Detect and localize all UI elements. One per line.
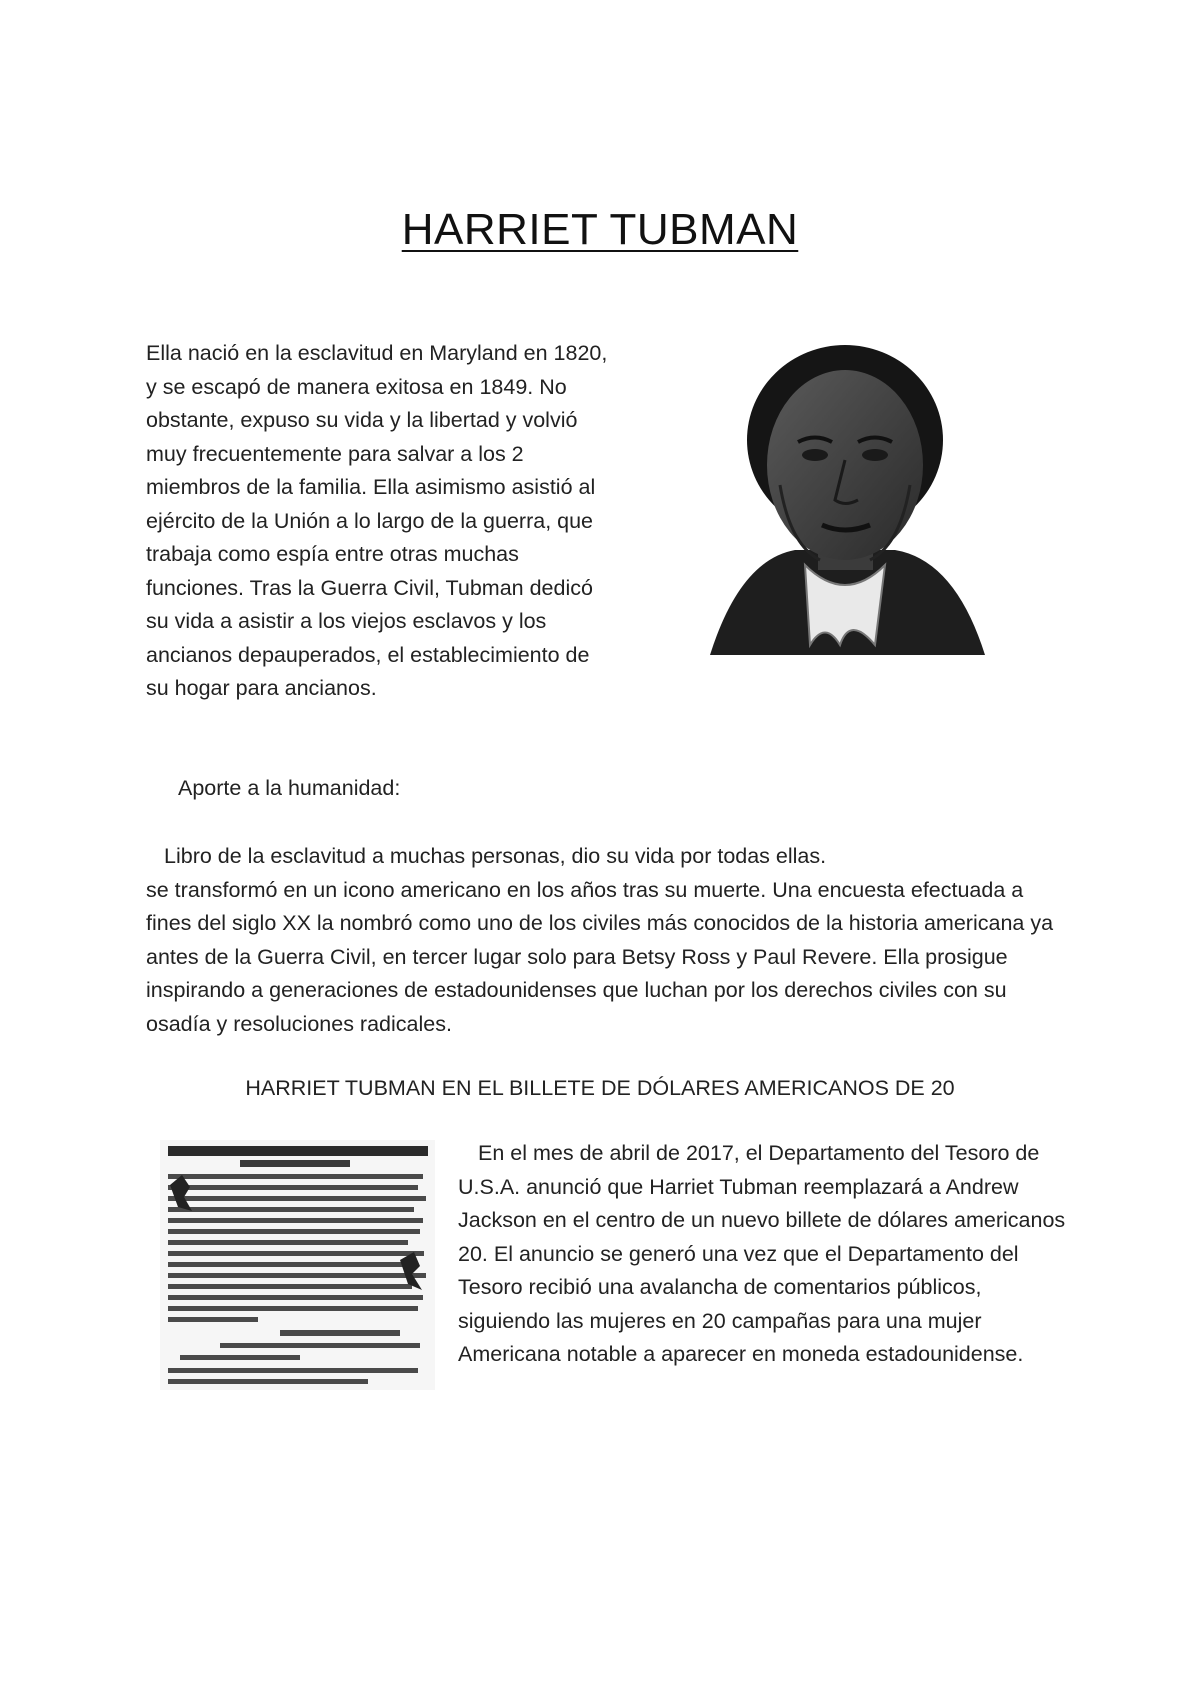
aporte-line-1: Libro de la esclavitud a muchas personas, dio su vida por todas ellas. <box>164 844 827 868</box>
clipping-illustration <box>160 1140 435 1390</box>
portrait-image <box>700 345 990 670</box>
billete-text: En el mes de abril de 2017, el Departamento del Tesoro de U.S.A. anunció que Harriet Tubman reemplazará a Andrew Jackson en el centro de un nuevo billete de dólares americanos 20. El anuncio se generó una vez que el Departamento del Tesoro recibió una avalancha de comentarios públicos, siguiendo las mujeres en 20 campañas para una mujer Americana notable a aparecer en moneda estadounidense. <box>458 1141 1066 1366</box>
aporte-label: Aporte a la humanidad: <box>178 776 401 800</box>
billete-paragraph <box>458 1137 1068 1372</box>
page-title: HARRIET TUBMAN <box>401 205 799 254</box>
aporte-rest: se transformó en un icono americano en los años tras su muerte. Una encuesta efectuada a fines del siglo XX la nombró como uno de los civiles más conocidos de la historia americana ya antes de la Guerra Civil, en tercer lugar solo para Betsy Ross y Paul Revere. Ella prosigue inspirando a generaciones de estadounidenses que luchan por los derechos civiles con su osadía y resoluciones radicales. <box>146 877 1054 1036</box>
newspaper-clipping-image <box>160 1140 435 1390</box>
aporte-paragraph <box>146 840 1066 1041</box>
billete-heading: HARRIET TUBMAN EN EL BILLETE DE DÓLARES AMERICANOS DE 20 <box>245 1076 955 1100</box>
intro-paragraph: Ella nació en la esclavitud en Maryland en 1820, y se escapó de manera exitosa en 1849. No obstante, expuso su vida y la libertad y volvió muy frecuentemente para salvar a los 2 miembros de la familia. Ella asimismo asistió al ejército de la Unión a lo largo de la guerra, que trabaja como espía entre otras muchas funciones. Tras la Guerra Civil, Tubman dedicó su vida a asistir a los viejos esclavos y los ancianos depauperados, el establecimiento de su hogar para ancianos. <box>146 341 608 700</box>
portrait-illustration <box>700 345 990 670</box>
